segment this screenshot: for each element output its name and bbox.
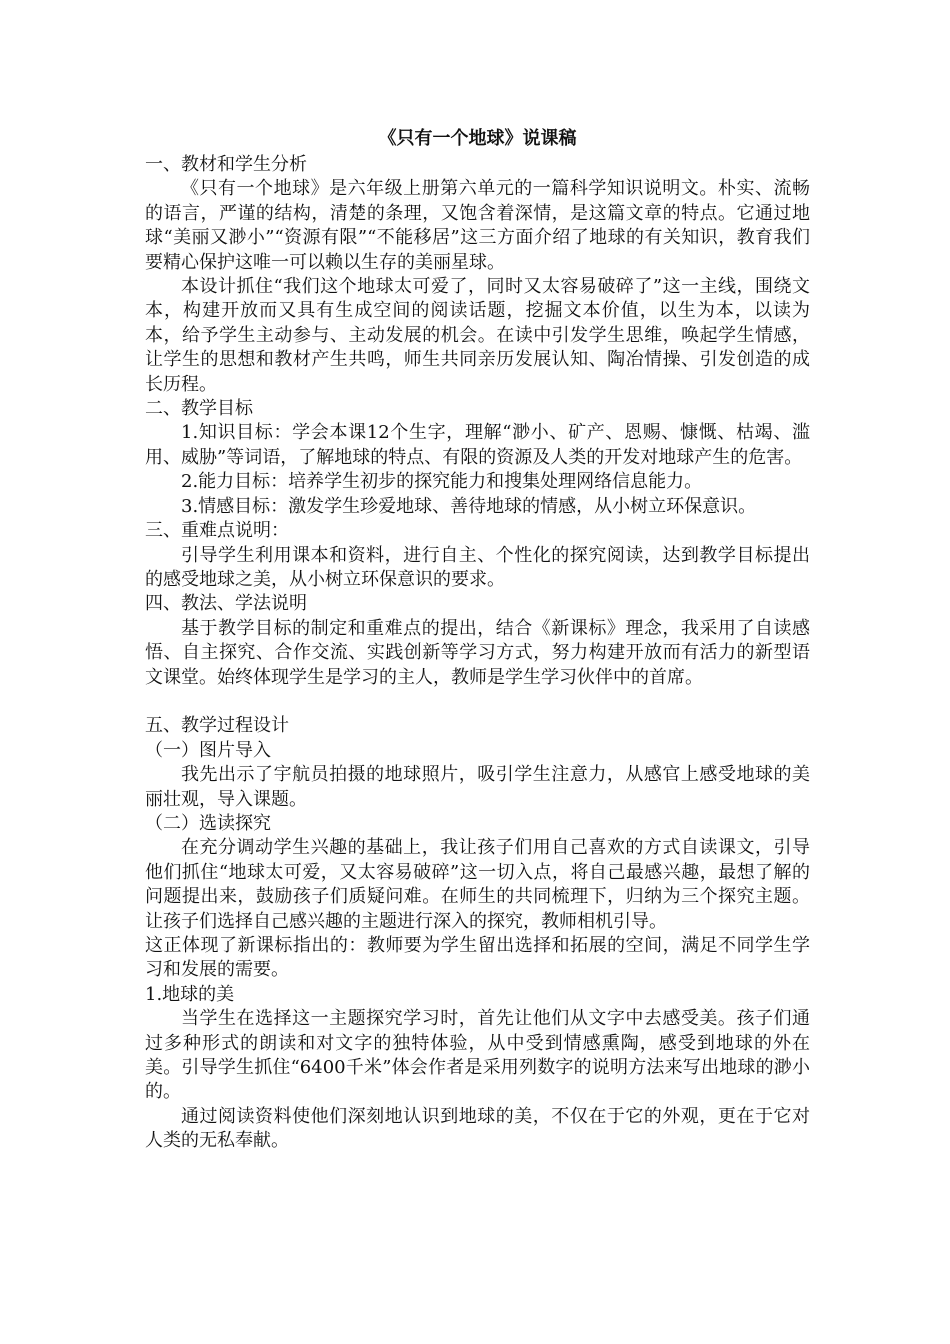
subsection-heading-2: （二）选读探究 bbox=[145, 812, 271, 834]
paragraph: 我先出示了宇航员拍摄的地球照片，吸引学生注意力，从感官上感受地球的美丽壮观，导入课题。 bbox=[145, 764, 810, 810]
goal-item-emotion: 3.情感目标：激发学生珍爱地球、善待地球的情感，从小树立环保意识。 bbox=[181, 495, 757, 517]
document-page bbox=[145, 127, 810, 1154]
topic-heading-1: 1.地球的美 bbox=[145, 983, 235, 1005]
section-heading-1: 一、教材和学生分析 bbox=[145, 154, 307, 175]
section-heading-2: 二、教学目标 bbox=[145, 398, 253, 420]
goal-item-ability: 2.能力目标：培养学生初步的探究能力和搜集处理网络信息能力。 bbox=[181, 471, 703, 493]
goal-item-knowledge: 1.知识目标：学会本课12个生字，理解“渺小、矿产、恩赐、慷慨、枯竭、滥用、威胁”等词语，了解地球的特点、有限的资源及人类的开发对地球产生的危害。 bbox=[145, 422, 810, 468]
paragraph: 在充分调动学生兴趣的基础上，我让孩子们用自己喜欢的方式自读课文，引导他们抓住“地球太可爱，又太容易破碎”这一切入点，将自己最感兴趣，最想了解的问题提出来，鼓励孩子们质疑问难。在师生的共同梳理下，归纳为三个探究主题。让孩子们选择自己感兴趣的主题进行深入的探究，教师相机引导。 bbox=[145, 837, 810, 932]
paragraph: 基于教学目标的制定和重难点的提出，结合《新课标》理念，我采用了自读感悟、自主探究、合作交流、实践创新等学习方式，努力构建开放而有活力的新型语文课堂。始终体现学生是学习的主人，教师是学生学习伙伴中的首席。 bbox=[145, 617, 810, 688]
subsection-heading-1: （一）图片导入 bbox=[145, 739, 271, 761]
paragraph: 本设计抓住“我们这个地球太可爱了，同时又太容易破碎了”这一主线，围绕文本，构建开放而又具有生成空间的阅读话题，挖掘文本价值，以生为本，以读为本，给予学生主动参与、主动发展的机会。在读中引发学生思维，唤起学生情感，让学生的思想和教材产生共鸣，师生共同亲历发展认知、陶冶情操、引发创造的成长历程。 bbox=[145, 276, 810, 395]
blank-line bbox=[145, 690, 810, 714]
paragraph: 《只有一个地球》是六年级上册第六单元的一篇科学知识说明文。朴实、流畅的语言，严谨的结构，清楚的条理，又饱含着深情，是这篇文章的特点。它通过地球“美丽又渺小”“资源有限”“不能移居”这三方面介绍了地球的有关知识，教育我们要精心保护这唯一可以赖以生存的美丽星球。 bbox=[145, 178, 810, 273]
paragraph: 当学生在选择这一主题探究学习时，首先让他们从文字中去感受美。孩子们通过多种形式的朗读和对文字的独特体验，从中受到情感熏陶，感受到地球的外在美。引导学生抓住“6400千米”体会作者是采用列数字的说明方法来写出地球的渺小的。 bbox=[145, 1008, 810, 1103]
document-title: 《只有一个地球》说课稿 bbox=[378, 128, 577, 149]
section-heading-5: 五、教学过程设计 bbox=[145, 715, 289, 737]
paragraph: 通过阅读资料使他们深刻地认识到地球的美，不仅在于它的外观，更在于它对人类的无私奉献。 bbox=[145, 1105, 810, 1152]
section-heading-3: 三、重难点说明： bbox=[145, 520, 289, 542]
paragraph: 引导学生利用课本和资料，进行自主、个性化的探究阅读，达到教学目标提出的感受地球之美，从小树立环保意识的要求。 bbox=[145, 544, 810, 590]
paragraph: 这正体现了新课标指出的：教师要为学生留出选择和拓展的空间，满足不同学生学习和发展的需要。 bbox=[145, 934, 810, 981]
section-heading-4: 四、教法、学法说明 bbox=[145, 593, 307, 615]
